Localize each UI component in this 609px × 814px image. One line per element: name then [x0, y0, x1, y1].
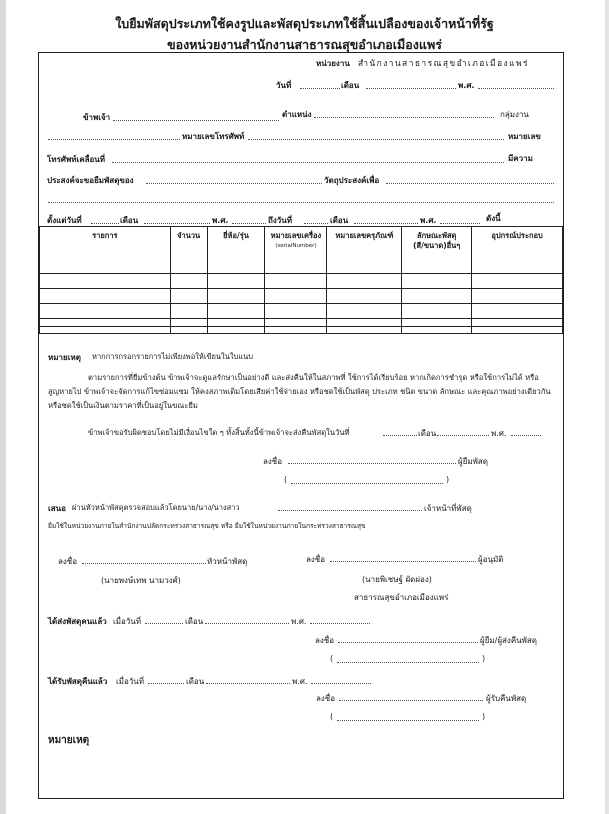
- objective-field[interactable]: [386, 183, 554, 184]
- number-label: หมายเลข: [508, 132, 541, 141]
- delivered-month-label: เดือน: [185, 617, 204, 626]
- received-signature-field[interactable]: [339, 700, 483, 701]
- section-divider: [38, 326, 564, 327]
- objective-field-2[interactable]: [48, 202, 554, 203]
- scan-shadow-left: [0, 0, 6, 814]
- table-row[interactable]: [40, 274, 563, 289]
- received-month-field[interactable]: [206, 683, 290, 684]
- group-label: กลุ่มงาน: [500, 110, 529, 119]
- delivered-role: ผู้ยืม/ผู้ส่งคืนพัสดุ: [480, 636, 537, 645]
- purpose-label: ประสงค์จะขอยืมพัสดุของ: [47, 176, 134, 185]
- from-year-field[interactable]: [232, 223, 266, 224]
- col-asset-number: หมายเลขครุภัณฑ์: [327, 227, 402, 274]
- proposal-line2: ยืมใช้ในหน่วยงานภายในสำนักงานปลัดกระทรวงสาธารณสุข หรือ ยืมใช้ในหน่วยงานภายในกระทรวงสาธารณสุข: [48, 522, 366, 530]
- received-sign-label: ลงชื่อ: [316, 694, 336, 703]
- agency-label: หน่วยงาน: [316, 59, 350, 68]
- to-month-field[interactable]: [354, 223, 418, 224]
- borrower-name-field[interactable]: [291, 483, 443, 484]
- approver-role: ผู้อนุมัติ: [478, 555, 504, 564]
- to-year-label: พ.ศ.: [420, 216, 437, 225]
- proposal-label: เสนอ: [48, 504, 66, 513]
- borrower-signature-field[interactable]: [288, 463, 456, 464]
- from-month-field[interactable]: [144, 223, 210, 224]
- head-signature-field[interactable]: [82, 563, 206, 564]
- return-month-field[interactable]: [437, 435, 489, 436]
- to-year-field[interactable]: [440, 223, 480, 224]
- received-label: ได้รับพัสดุคืนแล้ว: [48, 677, 108, 686]
- date-label: วันที่: [276, 81, 292, 90]
- delivered-sign-label: ลงชื่อ: [315, 636, 335, 645]
- form-title: ใบยืมพัสดุประเภทใช้คงรูปและพัสดุประเภทใช้สิ้นเปลืองของเจ้าหน้าที่รัฐ: [115, 16, 494, 31]
- table-row[interactable]: [40, 304, 563, 319]
- col-brand-model: ยี่ห้อ/รุ่น: [207, 227, 265, 274]
- to-month-label: เดือน: [330, 216, 349, 225]
- note-label: หมายเหตุ: [48, 353, 81, 362]
- delivered-year-label: พ.ศ.: [291, 617, 307, 626]
- need-label: มีความ: [508, 154, 533, 163]
- col-item: รายการ: [40, 227, 171, 274]
- year-label: พ.ศ.: [458, 81, 475, 90]
- month-field[interactable]: [366, 88, 456, 89]
- received-date-label: เมื่อวันที่: [116, 677, 145, 686]
- borrower-name-paren-open: (: [284, 475, 288, 484]
- col-serial-number: หมายเลขเครื่อง (serialNumber): [265, 227, 327, 274]
- table-row[interactable]: [40, 289, 563, 304]
- return-year-label: พ.ศ.: [491, 429, 507, 438]
- to-date-label: ถึงวันที่: [268, 216, 292, 225]
- approver-name: (นายพิเชษฐ์ ผัดผ่อง): [362, 575, 432, 584]
- approver-signature-field[interactable]: [330, 561, 476, 562]
- col-characteristics: ลักษณะพัสดุ (สี/ขนาด)อื่นๆ: [402, 227, 472, 274]
- mobile-field[interactable]: [112, 162, 504, 163]
- borrower-sign-label: ลงชื่อ: [263, 457, 283, 466]
- received-year-label: พ.ศ.: [292, 677, 308, 686]
- date-field[interactable]: [300, 88, 340, 89]
- borrower-role: ผู้ยืมพัสดุ: [458, 457, 488, 466]
- delivered-name-field[interactable]: [337, 662, 479, 663]
- delivered-name-paren-close: ): [482, 654, 486, 663]
- i-label: ข้าพเจ้า: [83, 113, 111, 122]
- form-subtitle: ของหน่วยงานสำนักงานสาธารณสุขอำเภอเมืองแพร่: [167, 37, 442, 52]
- from-date-label: ตั้งแต่วันที่: [47, 216, 82, 225]
- month-label: เดือน: [341, 81, 360, 90]
- from-date-field[interactable]: [91, 223, 119, 224]
- phone-label: หมายเลขโทรศัพท์: [182, 132, 245, 141]
- until-label: ดังนี้: [486, 214, 501, 223]
- phone-field[interactable]: [248, 139, 504, 140]
- received-name-paren-open: (: [330, 712, 334, 721]
- objective-label: วัตถุประสงค์เพื่อ: [324, 176, 380, 185]
- delivered-date-field[interactable]: [145, 623, 183, 624]
- proposal-role: เจ้าหน้าที่พัสดุ: [424, 504, 472, 513]
- col-quantity: จำนวน: [170, 227, 207, 274]
- head-name: (นายพงษ์เทพ นามวงศ์): [101, 576, 181, 585]
- return-month-label: เดือน: [418, 429, 437, 438]
- items-table: [39, 226, 563, 334]
- position-field[interactable]: [314, 117, 494, 118]
- delivered-year-field[interactable]: [310, 623, 370, 624]
- from-month-label: เดือน: [120, 216, 139, 225]
- terms-paragraph: ตามรายการที่ยืมข้างต้น ข้าพเจ้าจะดูแลรักษาเป็นอย่างดี และส่งคืนให้ในสภาพที่ ใช้การได้เรียบร้อย หากเกิดการชำรุด หรือใช้การไม่ได้ หรือสูญหายไป ข้าพเจ้าจะจัดการแก้ไขซ่อมแซม ให้คงสภาพเดิมโดยเสียค่าใช้จ่ายเอง หรือชดใช้เป็นพัสดุ ประเภท ชนิด ขนาด ลักษณะ และคุณภาพอย่างเดียวกัน หรือชดใช้เป็นเงินตามราคาที่เป็นอยู่ในขณะยืม: [48, 373, 551, 410]
- proposal-officer-field[interactable]: [278, 510, 422, 511]
- mobile-label: โทรศัพท์เคลื่อนที่: [47, 155, 106, 164]
- return-promise: ข้าพเจ้าขอรับผิดชอบโดยไม่มีเงื่อนไขใด ๆ ทั้งสิ้นทั้งนี้ข้าพเจ้าจะส่งคืนพัสดุในวันที่: [88, 428, 350, 437]
- table-header-row: [40, 227, 563, 274]
- received-date-field[interactable]: [148, 683, 184, 684]
- scan-shadow-right: [605, 0, 609, 814]
- received-name-paren-close: ): [482, 712, 486, 721]
- delivered-name-paren-open: (: [330, 654, 334, 663]
- delivered-signature-field[interactable]: [338, 642, 478, 643]
- return-year-field[interactable]: [511, 435, 541, 436]
- group-field[interactable]: [48, 139, 180, 140]
- received-month-label: เดือน: [186, 677, 205, 686]
- approver-org: สาธารณสุขอำเภอเมืองแพร่: [354, 593, 449, 602]
- col-accessories: อุปกรณ์ประกอบ: [472, 227, 563, 274]
- return-date-field[interactable]: [383, 435, 417, 436]
- delivered-month-field[interactable]: [205, 623, 289, 624]
- agency-value: สำนักงานสาธารณสุขอำเภอเมืองแพร่: [358, 59, 529, 69]
- delivered-label: ได้ส่งพัสดุคนแล้ว: [48, 617, 107, 626]
- footer-note-label: หมายเหตุ: [48, 735, 90, 746]
- approver-sign-label: ลงชื่อ: [306, 555, 326, 564]
- name-field[interactable]: [113, 120, 279, 121]
- received-year-field[interactable]: [311, 683, 371, 684]
- proposal-text: ผ่านหัวหน้าพัสดุตรวจสอบแล้วโดยนาย/นาง/นางสาว: [72, 503, 240, 512]
- purpose-field[interactable]: [146, 183, 322, 184]
- delivered-date-label: เมื่อวันที่: [113, 617, 142, 626]
- received-role: ผู้รับคืนพัสดุ: [486, 694, 527, 703]
- note-text: หากการกรอกรายการไม่เพียงพอให้เขียนในใบแนบ: [92, 352, 253, 361]
- to-date-field[interactable]: [304, 223, 328, 224]
- head-sign-label: ลงชื่อ: [58, 557, 78, 566]
- from-year-label: พ.ศ.: [212, 216, 229, 225]
- received-name-field[interactable]: [337, 720, 479, 721]
- head-role: หัวหน้าพัสดุ: [207, 557, 248, 566]
- year-field[interactable]: [478, 88, 554, 89]
- position-label: ตำแหน่ง: [282, 110, 312, 119]
- borrower-name-paren-close: ): [446, 475, 450, 484]
